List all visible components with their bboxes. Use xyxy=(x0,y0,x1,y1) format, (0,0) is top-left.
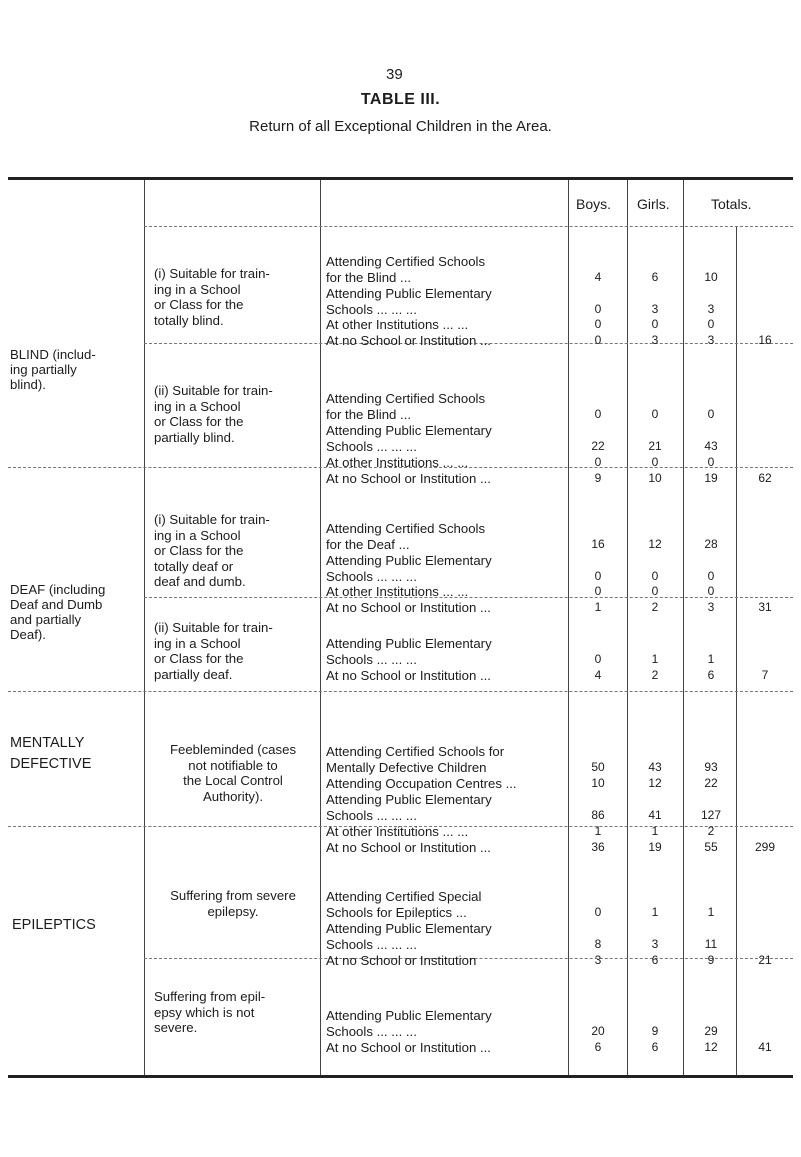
row-label: At no School or Institution ... xyxy=(326,600,491,615)
cell-girls: 10 xyxy=(648,471,662,485)
table-top-rule xyxy=(8,177,793,180)
cell-girls: 3 xyxy=(651,936,659,951)
row-label: Attending Certified Schools xyxy=(326,391,486,406)
row-label: Attending Certified Schools xyxy=(326,521,486,536)
cell-girls: 0 xyxy=(651,317,659,331)
subgroup-blind-partially: (ii) Suitable for train- ing in a School or Class for the partially blind. xyxy=(154,383,273,445)
cell-girls: 19 xyxy=(648,840,662,854)
row-label: Schools ... ... ... xyxy=(326,301,417,317)
cell-girls: 1 xyxy=(651,904,659,919)
cell-total: 1 xyxy=(707,904,715,919)
cell-girls: 0 xyxy=(651,455,659,469)
cell-total: 0 xyxy=(707,455,715,469)
cell-total: 3 xyxy=(707,333,715,347)
page-number: 39 xyxy=(386,66,403,83)
col-rule-boys xyxy=(568,180,569,1075)
table-title: TABLE III. xyxy=(360,91,441,108)
cell-total: 0 xyxy=(707,568,715,583)
row-label: for the Blind ... xyxy=(326,269,412,285)
subgroup-epilepsy-not-severe: Suffering from epil- epsy which is not severe. xyxy=(154,989,266,1035)
category-epileptics: EPILEPTICS xyxy=(12,917,96,933)
cell-total: 19 xyxy=(704,471,718,485)
table-bottom-rule xyxy=(8,1075,793,1078)
col-rule-totals xyxy=(683,180,684,1075)
cell-total: 43 xyxy=(704,438,718,453)
cell-girls: 6 xyxy=(651,269,659,284)
cell-boys: 3 xyxy=(594,953,602,967)
row-label: At other Institutions ... ... xyxy=(326,317,469,332)
cell-total: 28 xyxy=(704,536,718,551)
row-label: At no School or Institution xyxy=(326,953,477,968)
col-rule-subgroup xyxy=(320,180,321,1075)
row-label: Schools ... ... ... xyxy=(326,438,417,454)
row-label: Attending Occupation Centres ... xyxy=(326,776,517,791)
cell-boys: 4 xyxy=(594,269,602,284)
cell-girls: 43 xyxy=(648,759,662,774)
cell-boys: 20 xyxy=(591,1023,605,1038)
header-girls: Girls. xyxy=(637,196,670,212)
cell-total: 1 xyxy=(707,651,715,666)
cell-boys: 0 xyxy=(594,584,602,598)
header-separator xyxy=(144,226,793,228)
cell-group-total: 62 xyxy=(758,471,772,485)
cell-boys: 4 xyxy=(594,668,602,682)
cell-boys: 9 xyxy=(594,471,602,485)
cell-boys: 0 xyxy=(594,333,602,347)
cell-girls: 6 xyxy=(651,1040,659,1054)
row-label: Schools ... ... ... xyxy=(326,568,417,584)
row-label: At other Institutions ... ... xyxy=(326,824,469,839)
cell-boys: 50 xyxy=(591,759,605,774)
subgroup-feebleminded: Feebleminded (cases not notifiable to the Local Control Authority). xyxy=(169,742,297,804)
cell-girls: 0 xyxy=(651,406,659,421)
cell-total: 0 xyxy=(707,584,715,598)
row-label: Schools ... ... ... xyxy=(326,936,417,952)
cell-total: 55 xyxy=(704,840,718,854)
cell-boys: 0 xyxy=(594,904,602,919)
cell-boys: 10 xyxy=(591,776,605,790)
cell-girls: 3 xyxy=(651,301,659,316)
cell-boys: 0 xyxy=(594,455,602,469)
row-label: for the Deaf ... xyxy=(326,536,410,552)
cell-total: 22 xyxy=(704,776,718,790)
cell-girls: 2 xyxy=(651,668,659,682)
row-label: Attending Public Elementary xyxy=(326,636,492,651)
row-label: Attending Public Elementary xyxy=(326,286,492,301)
row-label: At other Institutions ... ... xyxy=(326,584,469,599)
cell-total: 3 xyxy=(707,301,715,316)
cell-group-total: 7 xyxy=(761,668,769,682)
row-label: At no School or Institution ... xyxy=(326,1040,491,1055)
cell-boys: 1 xyxy=(594,600,602,614)
cell-boys: 16 xyxy=(591,536,605,551)
cell-group-total: 21 xyxy=(758,953,772,967)
cell-total: 11 xyxy=(704,936,718,951)
cell-girls: 12 xyxy=(648,776,662,790)
subgroup-epilepsy-severe: Suffering from severe epilepsy. xyxy=(170,888,296,919)
cell-girls: 9 xyxy=(651,1023,659,1038)
cell-total: 93 xyxy=(704,759,718,774)
header-boys: Boys. xyxy=(576,196,612,212)
cell-total: 127 xyxy=(700,807,722,822)
cell-group-total: 16 xyxy=(758,333,772,347)
cell-group-total: 41 xyxy=(758,1040,772,1054)
cell-total: 2 xyxy=(707,824,715,838)
cell-girls: 21 xyxy=(648,438,662,453)
category-mentally-defective: MENTALLY DEFECTIVE xyxy=(10,735,92,772)
row-label: At no School or Institution ... xyxy=(326,471,491,486)
cell-girls: 0 xyxy=(651,568,659,583)
cell-boys: 22 xyxy=(591,438,605,453)
cell-boys: 1 xyxy=(594,824,602,838)
cell-boys: 0 xyxy=(594,406,602,421)
row-label: At no School or Institution ... xyxy=(326,333,491,348)
row-label: Schools ... ... ... xyxy=(326,807,417,823)
cell-boys: 0 xyxy=(594,568,602,583)
table-subtitle: Return of all Exceptional Children in the Area. xyxy=(249,118,552,135)
cell-total: 12 xyxy=(704,1040,718,1054)
row-label: At other Institutions ... ... xyxy=(326,455,469,470)
row-label: Mentally Defective Children xyxy=(326,759,487,775)
subgroup-blind-totally: (i) Suitable for train- ing in a School or Class for the totally blind. xyxy=(154,266,270,328)
cell-girls: 0 xyxy=(651,584,659,598)
header-totals: Totals. xyxy=(711,196,752,212)
cell-boys: 8 xyxy=(594,936,602,951)
row-label: Attending Certified Special xyxy=(326,889,482,904)
cell-total: 0 xyxy=(707,406,715,421)
col-rule-category xyxy=(144,180,145,1075)
col-rule-girls xyxy=(627,180,628,1075)
subgroup-deaf-partially: (ii) Suitable for train- ing in a School or Class for the partially deaf. xyxy=(154,620,273,682)
row-label: At no School or Institution ... xyxy=(326,840,491,855)
row-label: for the Blind ... xyxy=(326,406,412,422)
row-label: Attending Public Elementary xyxy=(326,553,492,568)
cell-group-total: 299 xyxy=(754,840,776,854)
cell-total: 10 xyxy=(704,269,718,284)
row-label: Schools ... ... ... xyxy=(326,1023,417,1039)
row-label: Attending Public Elementary xyxy=(326,921,492,936)
cell-boys: 6 xyxy=(594,1040,602,1054)
cell-total: 6 xyxy=(707,668,715,682)
cell-girls: 3 xyxy=(651,333,659,347)
cell-girls: 2 xyxy=(651,600,659,614)
cell-girls: 1 xyxy=(651,824,659,838)
row-label: Attending Public Elementary xyxy=(326,792,492,807)
row-label: Attending Certified Schools for xyxy=(326,744,505,759)
cell-girls: 12 xyxy=(648,536,662,551)
category-deaf: DEAF (including Deaf and Dumb and partially Deaf). xyxy=(10,582,106,642)
cell-boys: 0 xyxy=(594,651,602,666)
cell-total: 0 xyxy=(707,317,715,331)
row-label: Attending Public Elementary xyxy=(326,423,492,438)
row-label: Attending Certified Schools xyxy=(326,254,486,269)
cell-total: 29 xyxy=(704,1023,718,1038)
subgroup-deaf-totally: (i) Suitable for train- ing in a School or Class for the totally deaf or deaf and dumb. xyxy=(154,512,270,589)
category-blind: BLIND (includ- ing partially blind). xyxy=(10,347,96,392)
cell-boys: 0 xyxy=(594,301,602,316)
cell-boys: 36 xyxy=(591,840,605,854)
cell-boys: 0 xyxy=(594,317,602,331)
row-label: At no School or Institution ... xyxy=(326,668,491,683)
cell-boys: 86 xyxy=(591,807,605,822)
row-label: Attending Public Elementary xyxy=(326,1008,492,1023)
cell-girls: 1 xyxy=(651,651,659,666)
row-label: Schools for Epileptics ... xyxy=(326,904,467,920)
cell-girls: 6 xyxy=(651,953,659,967)
row-label: Schools ... ... ... xyxy=(326,651,417,667)
col-rule-group-totals xyxy=(736,226,737,1075)
cell-total: 9 xyxy=(707,953,715,967)
cell-girls: 41 xyxy=(648,807,662,822)
separator-deaf xyxy=(8,691,793,693)
cell-group-total: 31 xyxy=(758,600,772,614)
cell-total: 3 xyxy=(707,600,715,614)
